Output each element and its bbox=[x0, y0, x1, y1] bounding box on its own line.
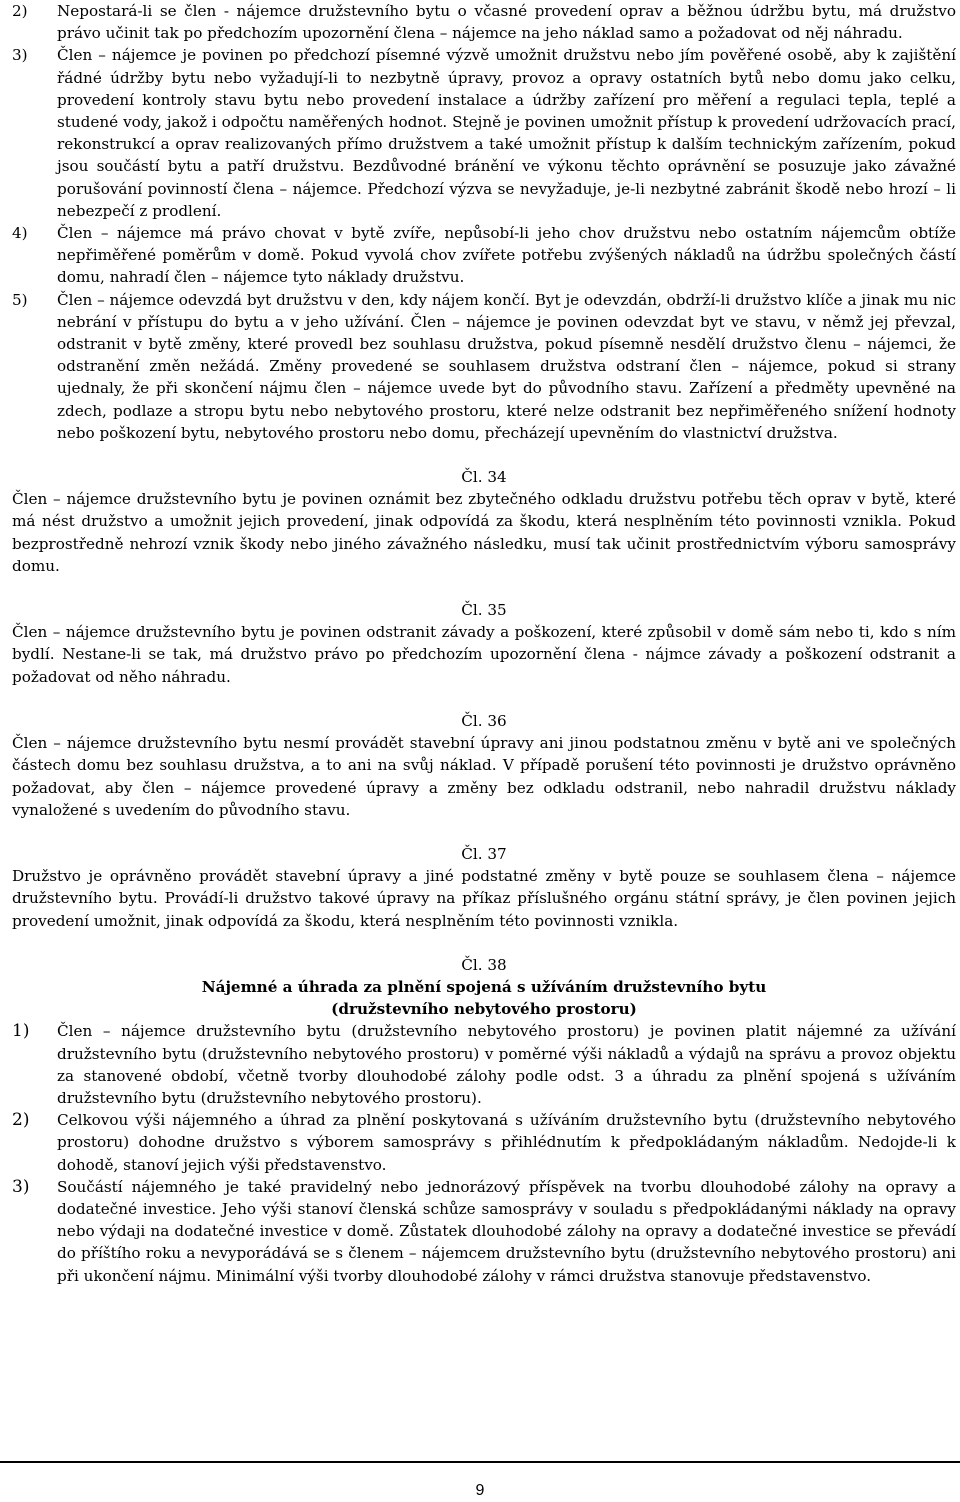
item-number: 4) bbox=[12, 224, 28, 243]
article-paragraph: Člen – nájemce družstevního bytu nesmí provádět stavební úpravy ani jinou podstatnou změnu v bytě ani ve společných částech domu bez souhlasu družstva, a to ani na svůj náklad. V případě porušení této povinnosti je družstvo oprávněno požadovat, aby člen – nájemce provedené úpravy a změny bez odkladu odstranil, nebo nahradil družstvu náklady vynaložené s uvedením do původního stavu. bbox=[12, 734, 956, 819]
item-text: Celkovou výši nájemného a úhrad za plnění poskytovaná s užíváním družstevního bytu (družstevního nebytového prostoru) dohodne družstvo s výborem samosprávy s přihlédnutím k předpokládaným nákladům. Nedojde-li k dohodě, stanoví jejich výši představenstvo. bbox=[57, 1111, 956, 1174]
list-item bbox=[12, 222, 956, 289]
article-title: Nájemné a úhrada za plnění spojená s užíváním družstevního bytu bbox=[201, 977, 767, 996]
item-number: 2) bbox=[12, 2, 28, 20]
item-number: 5) bbox=[12, 290, 28, 309]
item-number: 3) bbox=[12, 1176, 30, 1197]
item-text: Člen – nájemce odevzdá byt družstvu v den, kdy nájem končí. Byt je odevzdán, obdrží-li družstvo klíče a jinak mu nic nebrání v přístupu do bytu a v jeho užívání. Člen – nájemce je povinen odevzdat byt ve stavu, v němž jej převzal, odstranit v bytě změny, které provedl bez souhlasu družstva, pokud písemně nesdělí družstvo členu – nájemci, že odstranění změn nežádá. Změny provedené se souhlasem družstva odstraní člen – nájemce, pokud si strany ujednaly, že při skončení nájmu člen – nájemce uvede byt do původního stavu. Zařízení a předměty upevněné na zdech, podlaze a stropu bytu nebo nebytového prostoru, které nelze odstranit bez nepřiměřeného snížení hodnoty nebo poškození bytu, nebytového prostoru nebo domu, přecházejí upevněním do vlastnictví družstva. bbox=[57, 290, 956, 442]
article-paragraph: Člen – nájemce družstevního bytu je povinen oznámit bez zbytečného odkladu družstvu potřebu těch oprav v bytě, které má nést družstvo a umožnit jejich provedení, jinak odpovídá za škodu, která nesplněním této povinnosti vznikla. Pokud bezprostředně nehrozí vznik škody nebo jiného závažného následku, musí tak učinit prostřednictvím výboru samosprávy domu. bbox=[12, 490, 956, 575]
item-number: 3) bbox=[12, 46, 28, 65]
article-subtitle: (družstevního nebytového prostoru) bbox=[331, 1000, 637, 1019]
item-text: Člen – nájemce je povinen po předchozí písemné výzvě umožnit družstvu nebo jím pověřené osobě, aby k zajištění řádné údržby bytu nebo vyžadují-li to nezbytně úpravy, provoz a opravy ostatních bytů nebo domu jako celku, provedení kontroly stavu bytu nebo provedení instalace a údržby zařízení pro měření a regulaci tepla, teplé a studené vody, jakož i odpočtu naměřených hodnot. Stejně je povinen umožnit přístup k provedení udržovacích prací, rekonstrukcí a oprav realizovaných přímo družstvem a také umožnit přístup k dalším technickým zařízením, pokud jsou součástí bytu a patří družstvu. Bezdůvodné bránění ve výkonu těchto oprávnění se posuzuje jako závažné porušování povinností člena – nájemce. Předchozí výzva se nevyžaduje, je-li nezbytné zabránit škodě nebo hrozí – li nebezpečí z prodlení. bbox=[57, 46, 956, 220]
list-item bbox=[12, 1020, 956, 1109]
item-text: Nepostará-li se člen - nájemce družstevního bytu o včasné provedení oprav a běžnou údržbu bytu, má družstvo právo učinit tak po předchozím upozornění člena – nájemce na jeho náklad samo a požadovat od něj náhradu. bbox=[57, 2, 956, 43]
article-heading: Čl. 36 bbox=[461, 711, 507, 730]
list-item bbox=[12, 289, 956, 444]
item-text: Součástí nájemného je také pravidelný nebo jednorázový příspěvek na tvorbu dlouhodobé zálohy na opravy a dodatečné investice. Jeho výši stanoví členská schůze samosprávy v souladu s předpokládanými náklady na opravy nebo výdaji na dodatečné investice v domě. Zůstatek dlouhodobé zálohy na opravy a dodatečné investice se převádí do příštího roku a nevyporádává se s členem – nájemcem družstevního bytu (družstevního nebytového prostoru) ani při ukončení nájmu. Minimální výši tvorby dlouhodobé zálohy v rámci družstva stanovuje představenstvo. bbox=[57, 1177, 956, 1285]
list-item bbox=[12, 1109, 956, 1176]
article-heading: Čl. 37 bbox=[461, 844, 507, 863]
page-content bbox=[12, 0, 956, 1287]
article-paragraph: Člen – nájemce družstevního bytu je povinen odstranit závady a poškození, které způsobil v domě sám nebo ti, kdo s ním bydlí. Nestane-li se tak, má družstvo právo po předchozím upozornění člena - nájmce závady a poškození odstranit a požadovat od něho náhradu. bbox=[12, 623, 956, 686]
item-number: 1) bbox=[12, 1021, 30, 1042]
footer-divider bbox=[0, 1461, 960, 1463]
list-item bbox=[12, 44, 956, 222]
article-heading: Čl. 34 bbox=[461, 468, 507, 487]
item-number: 2) bbox=[12, 1110, 30, 1131]
item-text: Člen – nájemce družstevního bytu (družstevního nebytového prostoru) je povinen platit nájemné za užívání družstevního bytu (družstevního nebytového prostoru) v poměrné výši nákladů a výdajů na správu a provoz objektu za stanovené období, včetně tvorby dlouhodobé zálohy podle odst. 3 a úhradu za plnění spojená s užíváním družstevního bytu (družstevního nebytového prostoru). bbox=[57, 1022, 956, 1107]
page-number: 9 bbox=[475, 1482, 485, 1499]
item-text: Člen – nájemce má právo chovat v bytě zvíře, nepůsobí-li jeho chov družstvu nebo ostatním nájemcům obtíže nepřiměřené poměrům v domě. Pokud vyvolá chov zvířete potřebu zvýšených nákladů na údržbu společných částí domu, nahradí člen – nájemce tyto náklady družstvu. bbox=[57, 224, 956, 287]
list-item bbox=[12, 0, 956, 44]
article-heading: Čl. 35 bbox=[461, 601, 507, 620]
article-paragraph: Družstvo je oprávněno provádět stavební úpravy a jiné podstatné změny v bytě pouze se souhlasem člena – nájemce družstevního bytu. Provádí-li družstvo takové úpravy na příkaz příslušného orgánu státní správy, je člen povinen jejich provedení umožnit, jinak odpovídá za škodu, která nesplněním této povinnosti vznikla. bbox=[12, 867, 956, 930]
list-item bbox=[12, 1176, 956, 1287]
article-heading: Čl. 38 bbox=[461, 955, 507, 974]
